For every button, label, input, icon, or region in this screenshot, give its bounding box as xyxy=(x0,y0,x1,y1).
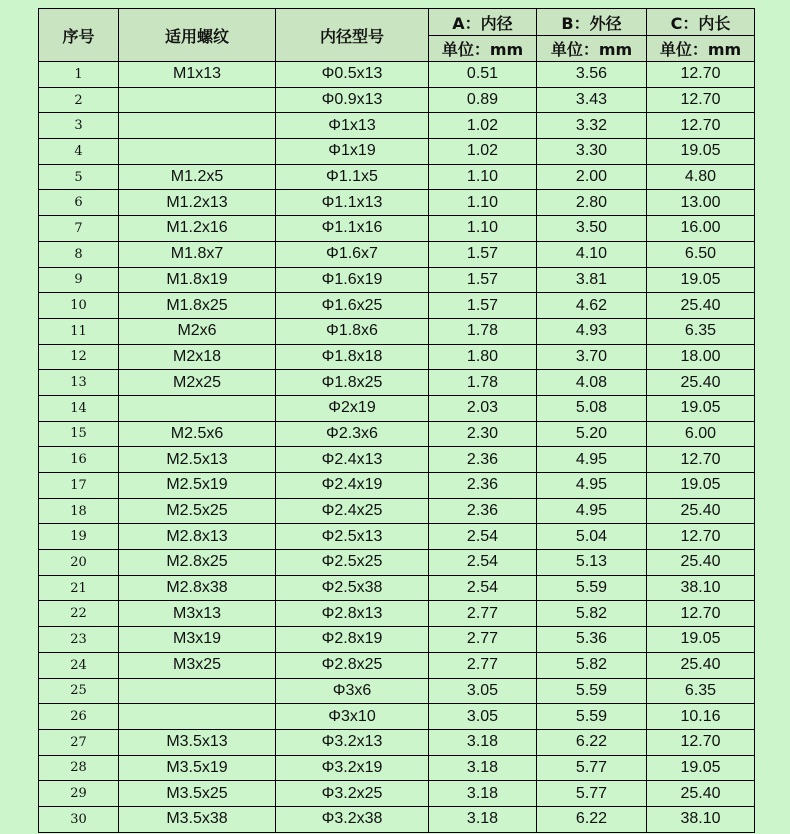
cell-inner-length: 12.70 xyxy=(647,601,755,627)
cell-inner-diameter: 3.05 xyxy=(429,704,537,730)
cell-outer-diameter: 3.81 xyxy=(537,267,647,293)
cell-thread: M2x18 xyxy=(119,344,276,370)
cell-inner-model: Φ1x19 xyxy=(276,139,429,165)
cell-index: 7 xyxy=(39,216,119,242)
header-unit-b: 单位：mm xyxy=(537,36,647,62)
table-row xyxy=(39,370,755,396)
cell-inner-model: Φ1.8x25 xyxy=(276,370,429,396)
cell-outer-diameter: 5.36 xyxy=(537,627,647,653)
cell-inner-length: 19.05 xyxy=(647,473,755,499)
cell-inner-length: 25.40 xyxy=(647,370,755,396)
cell-inner-diameter: 1.02 xyxy=(429,113,537,139)
cell-outer-diameter: 5.13 xyxy=(537,550,647,576)
cell-inner-model: Φ2.5x38 xyxy=(276,575,429,601)
cell-inner-length: 12.70 xyxy=(647,729,755,755)
cell-inner-length: 25.40 xyxy=(647,652,755,678)
cell-inner-length: 6.00 xyxy=(647,421,755,447)
cell-thread: M3x19 xyxy=(119,627,276,653)
cell-thread: M2.8x38 xyxy=(119,575,276,601)
cell-inner-model: Φ3.2x38 xyxy=(276,806,429,832)
cell-index: 3 xyxy=(39,113,119,139)
cell-thread: M3.5x25 xyxy=(119,781,276,807)
cell-inner-model: Φ3.2x19 xyxy=(276,755,429,781)
cell-inner-model: Φ1.6x25 xyxy=(276,293,429,319)
cell-thread xyxy=(119,395,276,421)
cell-outer-diameter: 5.20 xyxy=(537,421,647,447)
cell-inner-diameter: 1.57 xyxy=(429,267,537,293)
cell-inner-length: 12.70 xyxy=(647,447,755,473)
cell-inner-length: 4.80 xyxy=(647,164,755,190)
cell-thread: M1.2x13 xyxy=(119,190,276,216)
table-row xyxy=(39,601,755,627)
cell-index: 29 xyxy=(39,781,119,807)
cell-inner-model: Φ1.8x6 xyxy=(276,318,429,344)
cell-thread: M2.8x25 xyxy=(119,550,276,576)
cell-thread: M1.8x7 xyxy=(119,241,276,267)
cell-thread: M1.8x19 xyxy=(119,267,276,293)
cell-thread: M1.2x16 xyxy=(119,216,276,242)
cell-index: 5 xyxy=(39,164,119,190)
header-index: 序号 xyxy=(39,9,119,62)
table-row xyxy=(39,524,755,550)
cell-thread xyxy=(119,678,276,704)
table-row xyxy=(39,652,755,678)
cell-index: 11 xyxy=(39,318,119,344)
cell-inner-model: Φ3x10 xyxy=(276,704,429,730)
cell-thread: M1.2x5 xyxy=(119,164,276,190)
table-row xyxy=(39,627,755,653)
cell-inner-model: Φ1.1x16 xyxy=(276,216,429,242)
cell-inner-diameter: 1.10 xyxy=(429,190,537,216)
cell-index: 9 xyxy=(39,267,119,293)
cell-inner-model: Φ1x13 xyxy=(276,113,429,139)
cell-index: 24 xyxy=(39,652,119,678)
table-row xyxy=(39,678,755,704)
spec-table-container xyxy=(38,8,755,833)
cell-inner-model: Φ2x19 xyxy=(276,395,429,421)
table-row xyxy=(39,755,755,781)
header-col-c: C：内长 xyxy=(647,9,755,36)
cell-outer-diameter: 4.62 xyxy=(537,293,647,319)
cell-inner-length: 25.40 xyxy=(647,498,755,524)
table-row xyxy=(39,447,755,473)
cell-inner-model: Φ0.9x13 xyxy=(276,87,429,113)
cell-inner-length: 6.35 xyxy=(647,318,755,344)
cell-inner-diameter: 2.77 xyxy=(429,601,537,627)
cell-inner-length: 19.05 xyxy=(647,755,755,781)
cell-index: 23 xyxy=(39,627,119,653)
cell-index: 16 xyxy=(39,447,119,473)
cell-inner-diameter: 2.77 xyxy=(429,627,537,653)
cell-inner-diameter: 3.05 xyxy=(429,678,537,704)
cell-inner-length: 18.00 xyxy=(647,344,755,370)
cell-outer-diameter: 5.59 xyxy=(537,704,647,730)
table-row xyxy=(39,498,755,524)
cell-thread: M3x25 xyxy=(119,652,276,678)
cell-inner-diameter: 1.57 xyxy=(429,241,537,267)
table-row xyxy=(39,421,755,447)
cell-index: 1 xyxy=(39,62,119,88)
cell-inner-model: Φ3.2x25 xyxy=(276,781,429,807)
cell-thread: M1x13 xyxy=(119,62,276,88)
table-row xyxy=(39,704,755,730)
cell-inner-model: Φ1.1x13 xyxy=(276,190,429,216)
table-header xyxy=(39,9,755,62)
cell-inner-length: 25.40 xyxy=(647,293,755,319)
cell-outer-diameter: 4.95 xyxy=(537,473,647,499)
cell-outer-diameter: 5.59 xyxy=(537,575,647,601)
cell-inner-length: 25.40 xyxy=(647,781,755,807)
cell-outer-diameter: 2.00 xyxy=(537,164,647,190)
cell-inner-length: 12.70 xyxy=(647,524,755,550)
cell-thread: M2.5x19 xyxy=(119,473,276,499)
cell-inner-model: Φ1.1x5 xyxy=(276,164,429,190)
cell-thread: M3.5x19 xyxy=(119,755,276,781)
cell-inner-length: 6.35 xyxy=(647,678,755,704)
cell-index: 8 xyxy=(39,241,119,267)
table-row xyxy=(39,395,755,421)
cell-thread: M3x13 xyxy=(119,601,276,627)
table-row xyxy=(39,241,755,267)
cell-thread: M3.5x38 xyxy=(119,806,276,832)
cell-outer-diameter: 4.95 xyxy=(537,498,647,524)
cell-inner-model: Φ2.8x19 xyxy=(276,627,429,653)
cell-inner-model: Φ3.2x13 xyxy=(276,729,429,755)
cell-inner-length: 12.70 xyxy=(647,87,755,113)
cell-inner-model: Φ1.8x18 xyxy=(276,344,429,370)
table-row xyxy=(39,318,755,344)
cell-inner-length: 13.00 xyxy=(647,190,755,216)
cell-index: 26 xyxy=(39,704,119,730)
cell-inner-diameter: 2.36 xyxy=(429,473,537,499)
header-unit-c: 单位：mm xyxy=(647,36,755,62)
cell-inner-model: Φ2.4x25 xyxy=(276,498,429,524)
cell-inner-diameter: 1.02 xyxy=(429,139,537,165)
table-row xyxy=(39,806,755,832)
table-row xyxy=(39,781,755,807)
cell-inner-length: 10.16 xyxy=(647,704,755,730)
cell-inner-length: 12.70 xyxy=(647,113,755,139)
cell-outer-diameter: 5.82 xyxy=(537,652,647,678)
cell-index: 20 xyxy=(39,550,119,576)
cell-index: 15 xyxy=(39,421,119,447)
cell-inner-length: 19.05 xyxy=(647,627,755,653)
table-row xyxy=(39,164,755,190)
cell-outer-diameter: 6.22 xyxy=(537,729,647,755)
header-thread: 适用螺纹 xyxy=(119,9,276,62)
cell-inner-length: 19.05 xyxy=(647,139,755,165)
table-row xyxy=(39,344,755,370)
cell-outer-diameter: 5.77 xyxy=(537,755,647,781)
cell-inner-model: Φ1.6x19 xyxy=(276,267,429,293)
cell-inner-diameter: 1.10 xyxy=(429,164,537,190)
cell-index: 19 xyxy=(39,524,119,550)
cell-index: 21 xyxy=(39,575,119,601)
header-col-a: A：内径 xyxy=(429,9,537,36)
cell-inner-diameter: 1.80 xyxy=(429,344,537,370)
cell-outer-diameter: 5.82 xyxy=(537,601,647,627)
cell-outer-diameter: 3.70 xyxy=(537,344,647,370)
cell-outer-diameter: 5.59 xyxy=(537,678,647,704)
cell-outer-diameter: 5.77 xyxy=(537,781,647,807)
cell-inner-diameter: 0.51 xyxy=(429,62,537,88)
cell-outer-diameter: 5.04 xyxy=(537,524,647,550)
header-col-b: B：外径 xyxy=(537,9,647,36)
cell-inner-diameter: 1.78 xyxy=(429,318,537,344)
cell-inner-length: 25.40 xyxy=(647,550,755,576)
table-row xyxy=(39,293,755,319)
cell-thread: M2.5x6 xyxy=(119,421,276,447)
cell-inner-length: 38.10 xyxy=(647,575,755,601)
cell-inner-length: 38.10 xyxy=(647,806,755,832)
spec-table xyxy=(38,8,755,833)
cell-inner-model: Φ3x6 xyxy=(276,678,429,704)
cell-index: 28 xyxy=(39,755,119,781)
cell-inner-diameter: 1.78 xyxy=(429,370,537,396)
cell-thread: M2x25 xyxy=(119,370,276,396)
header-inner-model: 内径型号 xyxy=(276,9,429,62)
cell-inner-diameter: 0.89 xyxy=(429,87,537,113)
cell-thread: M2x6 xyxy=(119,318,276,344)
cell-inner-model: Φ2.4x13 xyxy=(276,447,429,473)
cell-index: 18 xyxy=(39,498,119,524)
table-row xyxy=(39,113,755,139)
cell-inner-diameter: 2.03 xyxy=(429,395,537,421)
cell-thread: M1.8x25 xyxy=(119,293,276,319)
table-row xyxy=(39,87,755,113)
cell-thread: M2.8x13 xyxy=(119,524,276,550)
cell-index: 22 xyxy=(39,601,119,627)
cell-inner-diameter: 1.10 xyxy=(429,216,537,242)
cell-thread xyxy=(119,704,276,730)
cell-inner-model: Φ2.4x19 xyxy=(276,473,429,499)
cell-inner-length: 16.00 xyxy=(647,216,755,242)
cell-inner-diameter: 2.36 xyxy=(429,447,537,473)
table-row xyxy=(39,575,755,601)
cell-outer-diameter: 3.32 xyxy=(537,113,647,139)
cell-inner-diameter: 2.54 xyxy=(429,524,537,550)
cell-inner-diameter: 3.18 xyxy=(429,729,537,755)
table-body xyxy=(39,62,755,833)
cell-inner-diameter: 2.36 xyxy=(429,498,537,524)
cell-outer-diameter: 3.30 xyxy=(537,139,647,165)
header-unit-a: 单位：mm xyxy=(429,36,537,62)
table-row xyxy=(39,216,755,242)
cell-inner-model: Φ0.5x13 xyxy=(276,62,429,88)
cell-index: 13 xyxy=(39,370,119,396)
cell-thread xyxy=(119,139,276,165)
cell-inner-diameter: 3.18 xyxy=(429,755,537,781)
cell-thread xyxy=(119,87,276,113)
cell-index: 4 xyxy=(39,139,119,165)
cell-outer-diameter: 4.10 xyxy=(537,241,647,267)
cell-inner-model: Φ2.5x25 xyxy=(276,550,429,576)
cell-inner-diameter: 2.30 xyxy=(429,421,537,447)
table-row xyxy=(39,267,755,293)
cell-thread: M2.5x25 xyxy=(119,498,276,524)
cell-outer-diameter: 4.93 xyxy=(537,318,647,344)
cell-thread xyxy=(119,113,276,139)
cell-inner-model: Φ2.8x13 xyxy=(276,601,429,627)
cell-inner-diameter: 2.54 xyxy=(429,575,537,601)
table-row xyxy=(39,473,755,499)
cell-inner-model: Φ2.3x6 xyxy=(276,421,429,447)
cell-inner-diameter: 3.18 xyxy=(429,806,537,832)
table-row xyxy=(39,62,755,88)
cell-outer-diameter: 2.80 xyxy=(537,190,647,216)
cell-outer-diameter: 3.50 xyxy=(537,216,647,242)
cell-inner-model: Φ2.5x13 xyxy=(276,524,429,550)
cell-index: 17 xyxy=(39,473,119,499)
cell-outer-diameter: 3.43 xyxy=(537,87,647,113)
cell-index: 10 xyxy=(39,293,119,319)
cell-index: 25 xyxy=(39,678,119,704)
cell-inner-diameter: 2.54 xyxy=(429,550,537,576)
table-row xyxy=(39,729,755,755)
cell-index: 6 xyxy=(39,190,119,216)
cell-thread: M2.5x13 xyxy=(119,447,276,473)
cell-index: 12 xyxy=(39,344,119,370)
cell-outer-diameter: 4.08 xyxy=(537,370,647,396)
cell-index: 14 xyxy=(39,395,119,421)
table-row xyxy=(39,190,755,216)
cell-inner-length: 19.05 xyxy=(647,395,755,421)
cell-inner-length: 6.50 xyxy=(647,241,755,267)
cell-index: 2 xyxy=(39,87,119,113)
cell-index: 27 xyxy=(39,729,119,755)
cell-outer-diameter: 6.22 xyxy=(537,806,647,832)
table-row xyxy=(39,139,755,165)
table-row xyxy=(39,550,755,576)
cell-inner-length: 12.70 xyxy=(647,62,755,88)
cell-inner-length: 19.05 xyxy=(647,267,755,293)
cell-outer-diameter: 4.95 xyxy=(537,447,647,473)
cell-outer-diameter: 3.56 xyxy=(537,62,647,88)
cell-index: 30 xyxy=(39,806,119,832)
cell-inner-diameter: 1.57 xyxy=(429,293,537,319)
cell-inner-diameter: 2.77 xyxy=(429,652,537,678)
cell-thread: M3.5x13 xyxy=(119,729,276,755)
cell-inner-model: Φ1.6x7 xyxy=(276,241,429,267)
cell-inner-model: Φ2.8x25 xyxy=(276,652,429,678)
cell-inner-diameter: 3.18 xyxy=(429,781,537,807)
cell-outer-diameter: 5.08 xyxy=(537,395,647,421)
